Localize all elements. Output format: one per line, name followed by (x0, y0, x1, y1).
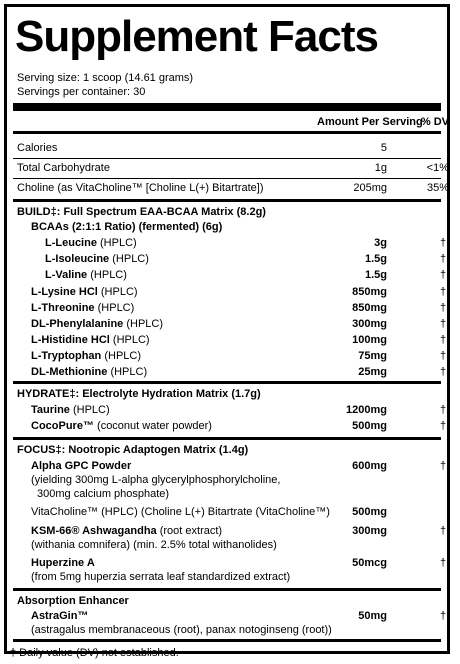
ingredient-amount: 50mcg (352, 557, 387, 569)
ingredient-row (17, 268, 447, 282)
bcaa-text: BCAAs (2:1:1 Ratio) (fermented) (6g) (31, 221, 223, 233)
ingredient-amount: 500mg (352, 506, 387, 518)
rule-thin (13, 158, 441, 159)
ingredient-dv: † (439, 404, 447, 416)
footnote: † Daily value (DV) not established. (10, 647, 179, 659)
ingredient-dv: † (439, 366, 447, 378)
ingredient-dv: † (439, 253, 447, 265)
ingredient-row (17, 403, 447, 417)
ingredient-name: L-Tryptophan (31, 350, 102, 362)
ingredient-amount: 1.5g (364, 269, 387, 281)
rule-thin (13, 178, 441, 179)
ingredient-dv: † (439, 237, 447, 249)
ingredient-name: KSM-66® Ashwagandha (31, 525, 157, 537)
ingredient-row (17, 556, 447, 570)
serving-size: Serving size: 1 scoop (14.61 grams) (17, 72, 194, 84)
nutrient-name: Total Carbohydrate (17, 162, 110, 174)
ingredient-note: (HPLC) (96, 237, 137, 249)
ingredient-note: (HPLC) (Choline L(+) Bitartrate (VitaCholine™) (98, 506, 330, 518)
ingredient-name: Alpha GPC Powder (31, 460, 132, 472)
panel-title: Supplement Facts (15, 12, 378, 61)
dv-header: % DV (420, 116, 449, 128)
ingredient-amount: 3g (374, 237, 387, 249)
ingredient-dv: † (439, 610, 447, 622)
ingredient-row (17, 301, 447, 315)
ingredient-dv: † (439, 318, 447, 330)
supplement-facts-panel (4, 4, 450, 654)
absorption-title: Absorption Enhancer (17, 595, 129, 607)
focus-title: FOCUS‡: Nootropic Adaptogen Matrix (1.4g) (17, 444, 249, 456)
nutrient-row (17, 181, 449, 195)
nutrient-row (17, 141, 437, 155)
ingredient-name: L-Isoleucine (45, 253, 110, 265)
ingredient-dv: † (439, 525, 447, 537)
ingredient-name: L-Threonine (31, 302, 95, 314)
amount-header: Amount Per Serving (317, 116, 423, 128)
nutrient-amount: 205mg (353, 182, 387, 194)
ingredient-row (17, 524, 447, 538)
ingredient-amount: 1200mg (346, 404, 387, 416)
ingredient-note: (HPLC) (94, 302, 135, 314)
ingredient-dv: † (439, 334, 447, 346)
nutrient-row (17, 161, 449, 175)
ingredient-amount: 300mg (352, 525, 387, 537)
ingredient-row (17, 609, 447, 623)
ingredient-note: (HPLC) (97, 286, 138, 298)
ingredient-row (17, 459, 447, 473)
ingredient-amount: 25mg (358, 366, 387, 378)
ingredient-amount: 1.5g (364, 253, 387, 265)
ingredient-name: Taurine (31, 404, 70, 416)
ingredient-amount: 300mg (352, 318, 387, 330)
build-title: BUILD‡: Full Spectrum EAA-BCAA Matrix (8.2g) (17, 206, 266, 218)
ingredient-name: CocoPure™ (31, 420, 94, 432)
ingredient-note: (HPLC) (87, 269, 127, 281)
rule-mid (13, 131, 441, 134)
ingredient-note: (HPLC) (123, 318, 164, 330)
ingredient-note: (HPLC) (107, 366, 148, 378)
ingredient-note: (HPLC) (101, 350, 142, 362)
nutrient-dv: <1% (426, 162, 449, 174)
rule-thick (13, 103, 441, 111)
bcaa-label (17, 220, 437, 234)
ingredient-amount: 600mg (352, 460, 387, 472)
ingredient-dv: † (439, 557, 447, 569)
ingredient-name: L-Valine (45, 269, 88, 281)
ingredient-note: (HPLC) (69, 404, 110, 416)
nutrient-name: Choline (as VitaCholine™ [Choline L(+) Bitartrate]) (17, 182, 264, 194)
nutrient-name: Calories (17, 142, 58, 154)
nutrient-dv: 35% (426, 182, 449, 194)
ingredient-detail: (from 5mg huperzia serrata leaf standardized extract) (31, 571, 291, 583)
ingredient-name: VitaCholine™ (31, 506, 99, 518)
ingredient-name: L-Leucine (45, 237, 97, 249)
ingredient-name: DL-Methionine (31, 366, 108, 378)
ingredient-row (17, 285, 447, 299)
ingredient-dv: † (439, 350, 447, 362)
ingredient-dv: † (439, 269, 447, 281)
ingredient-row (17, 505, 437, 519)
ingredient-row (17, 333, 447, 347)
ingredient-row (17, 349, 447, 363)
ingredient-note: (HPLC) (109, 253, 149, 265)
ingredient-dv: † (439, 420, 447, 432)
ingredient-row (17, 365, 447, 379)
hydrate-title: HYDRATE‡: Electrolyte Hydration Matrix (1.7g) (17, 388, 261, 400)
ingredient-amount: 850mg (352, 302, 387, 314)
ingredient-row (17, 317, 447, 331)
ingredient-detail: (astragalus membranaceous (root), panax notoginseng (root)) (31, 624, 332, 636)
ingredient-name: L-Histidine HCl (31, 334, 110, 346)
ingredient-detail: (withania comnifera) (min. 2.5% total withanolides) (31, 539, 277, 551)
nutrient-amount: 1g (374, 162, 387, 174)
ingredient-row (17, 236, 447, 250)
nutrient-amount: 5 (380, 142, 387, 154)
ingredient-amount: 850mg (352, 286, 387, 298)
ingredient-dv: † (439, 286, 447, 298)
ingredient-row (17, 252, 447, 266)
ingredient-detail: (yielding 300mg L-alpha glycerylphosphorylcholine, (31, 474, 281, 486)
ingredient-name: AstraGin™ (31, 610, 89, 622)
ingredient-note: (HPLC) (109, 334, 150, 346)
ingredient-note: (coconut water powder) (93, 420, 212, 432)
ingredient-dv: † (439, 460, 447, 472)
rule-mid (13, 381, 441, 384)
ingredient-name: L-Lysine HCl (31, 286, 98, 298)
rule-mid (13, 588, 441, 591)
ingredient-row (17, 419, 447, 433)
ingredient-detail: 300mg calcium phosphate) (37, 488, 170, 500)
rule-mid (13, 639, 441, 642)
rule-mid (13, 437, 441, 440)
ingredient-amount: 500mg (352, 420, 387, 432)
ingredient-amount: 75mg (358, 350, 387, 362)
rule-mid (13, 199, 441, 202)
ingredient-amount: 100mg (352, 334, 387, 346)
ingredient-name: Huperzine A (31, 557, 95, 569)
ingredient-name: DL-Phenylalanine (31, 318, 124, 330)
servings-per-container: Servings per container: 30 (17, 86, 146, 98)
ingredient-note: (root extract) (156, 525, 223, 537)
ingredient-amount: 50mg (358, 610, 387, 622)
ingredient-dv: † (439, 302, 447, 314)
